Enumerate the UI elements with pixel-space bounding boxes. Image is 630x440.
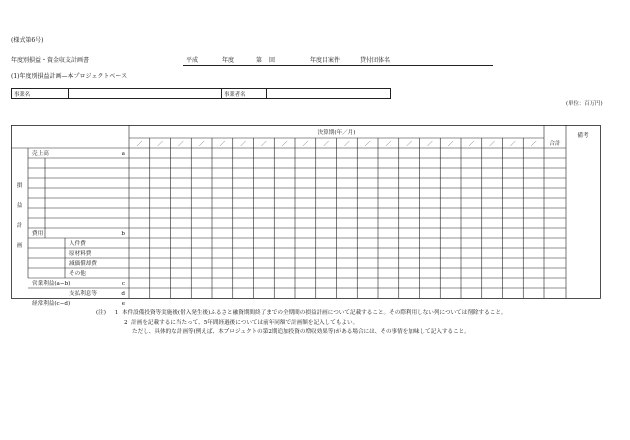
row-other: その他 — [69, 271, 86, 277]
period-slash: ／ — [261, 141, 267, 148]
table-frame — [11, 125, 600, 298]
row-interest-code: d — [121, 291, 125, 297]
side-label-char: 計 — [16, 223, 23, 229]
row-personnel: 人件費 — [69, 241, 86, 247]
period-slash: ／ — [281, 141, 288, 148]
period-slash: ／ — [178, 141, 184, 148]
period-slash: ／ — [157, 141, 163, 148]
note-1-number: 1 — [114, 310, 119, 316]
row-interest: 支払利息等 — [69, 291, 97, 297]
remarks-header: 備考 — [577, 133, 589, 139]
total-header: 合計 — [549, 141, 561, 147]
row-ordinary-profit-code: e — [121, 301, 125, 307]
row-sales-code: a — [121, 151, 125, 157]
era-label: 平成 — [186, 57, 199, 64]
kai-label: 回 — [269, 57, 276, 64]
operator-name-label: 事業者名 — [222, 89, 267, 99]
period-slash: ／ — [302, 141, 309, 148]
header-underline — [183, 65, 493, 66]
period-slash: ／ — [447, 141, 454, 148]
business-name-field[interactable] — [69, 89, 222, 99]
business-info-row — [11, 88, 391, 99]
note-3: ただし、具体的な計画等(例えば、本プロジェクトの第2期追加投資の増収効果等)がある場合には、その事情を加味して記入すること。 — [132, 329, 470, 335]
period-slash: ／ — [468, 141, 475, 148]
period-slash: ／ — [406, 141, 412, 148]
operator-name-field[interactable] — [267, 89, 391, 99]
period-slash: ／ — [489, 141, 495, 148]
period-slash: ／ — [385, 141, 392, 148]
row-expenses-code: b — [121, 231, 125, 237]
row-operating-profit: 営業利益(a−b) — [32, 281, 71, 287]
year-label: 年度 — [222, 57, 235, 64]
period-slash: ／ — [136, 141, 143, 148]
row-depreciation: 減価償却費 — [69, 261, 97, 267]
lender-label: 貸付団体名 — [360, 57, 391, 64]
period-slash: ／ — [530, 141, 537, 148]
row-sales: 売上高 — [32, 151, 49, 157]
row-operating-profit-code: c — [121, 281, 125, 287]
period-slash: ／ — [219, 141, 226, 148]
row-expenses: 費用 — [32, 231, 44, 237]
note-2: 計画を記載するに当たって、5年間経過後については前年同額で計画額を記入してもよい。 — [131, 319, 359, 326]
period-slash: ／ — [344, 141, 350, 148]
side-label-char: 益 — [16, 203, 23, 209]
side-label-char: 画 — [16, 243, 23, 249]
period-slash: ／ — [427, 141, 433, 148]
period-slash: ／ — [364, 141, 371, 148]
period-slash: ／ — [198, 141, 205, 148]
nth-label: 第 — [256, 57, 263, 64]
note-1: 本件設備投資等実施後(借入発生後)ふるさと融資期間終了までの全期間の損益計画について記載すること。その際利用しない列については削除すること。 — [121, 310, 507, 316]
period-slash: ／ — [323, 141, 329, 148]
profit-plan-table — [11, 125, 601, 307]
note-2-number: 2 — [124, 319, 128, 326]
period-slash: ／ — [510, 141, 516, 148]
section-title: (1)年度別損益計画—本プロジェクトベース — [11, 73, 128, 80]
notes — [96, 309, 507, 338]
unit-label: (単位：百万円) — [566, 101, 603, 107]
side-label-char: 損 — [16, 183, 23, 189]
row-ordinary-profit: 経常利益(c−d) — [32, 301, 71, 307]
period-slash: ／ — [240, 141, 246, 148]
period-header: 決算期(年／月) — [317, 130, 356, 136]
notes-label: (注) — [96, 310, 106, 316]
form-number: (様式第6号) — [11, 37, 44, 44]
business-name-label: 事業名 — [12, 89, 69, 99]
document-title: 年度別損益・資金収支計画書 — [11, 57, 90, 64]
row-materials: 原材料費 — [69, 251, 92, 257]
case-year-label: 年度目案件 — [310, 57, 341, 64]
